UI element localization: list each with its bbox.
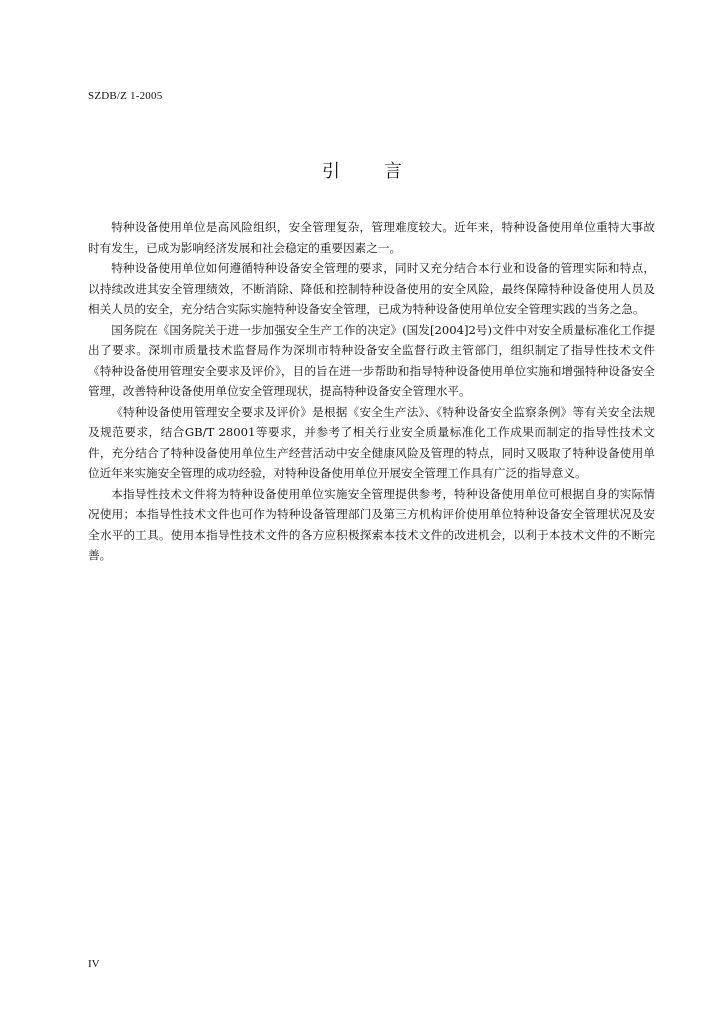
introduction-body — [88, 217, 655, 566]
paragraph-4: 《特种设备使用管理安全要求及评价》是根据《安全生产法》、《特种设备安全监察条例》等有关安全法规及规范要求，结合GB/T 28001等要求，并参考了相关行业安全质量标准化工作成果而制定的指导性技术文件，充分结合了特种设备使用单位生产经营活动中安全健康风险及管理的特点，同时又吸取了特种设备使用单位近年来实施安全管理的成功经验，对特种设备使用单位开展安全管理工作具有广泛的指导意义。 — [88, 404, 655, 480]
paragraph-1: 特种设备使用单位是高风险组织，安全管理复杂，管理难度较大。近年来，特种设备使用单位重特大事故时有发生，已成为影响经济发展和社会稳定的重要因素之一。 — [88, 220, 655, 255]
paragraph-2: 特种设备使用单位如何遵循特种设备安全管理的要求，同时又充分结合本行业和设备的管理实际和特点，以持续改进其安全管理绩效，不断消除、降低和控制特种设备使用的安全风险，最终保障特种设备使用人员及相关人员的安全，充分结合实际实施特种设备安全管理，已成为特种设备使用单位安全管理实践的当务之急。 — [88, 261, 655, 316]
page-number: IV — [88, 958, 100, 970]
paragraph-3: 国务院在《国务院关于进一步加强安全生产工作的决定》(国发[2004]2号)文件中对安全质量标准化工作提出了要求。深圳市质量技术监督局作为深圳市特种设备安全监督行政主管部门，组织制定了指导性技术文件《特种设备使用管理安全要求及评价》，目的旨在进一步帮助和指导特种设备使用单位实施和增强特种设备安全管理，改善特种设备使用单位安全管理现状，提高特种设备安全管理水平。 — [88, 322, 655, 398]
page-title — [0, 157, 724, 183]
paragraph-5: 本指导性技术文件将为特种设备使用单位实施安全管理提供参考，特种设备使用单位可根据自身的实际情况使用；本指导性技术文件也可作为特种设备管理部门及第三方机构评价使用单位特种设备安全管理状况及安全水平的工具。使用本指导性技术文件的各方应积极探索本技术文件的改进机会，以利于本技术文件的不断完善。 — [88, 486, 655, 562]
title-char-1: 引 — [322, 161, 340, 182]
document-code: SZDB/Z 1-2005 — [88, 90, 163, 102]
title-char-2: 言 — [384, 161, 402, 182]
